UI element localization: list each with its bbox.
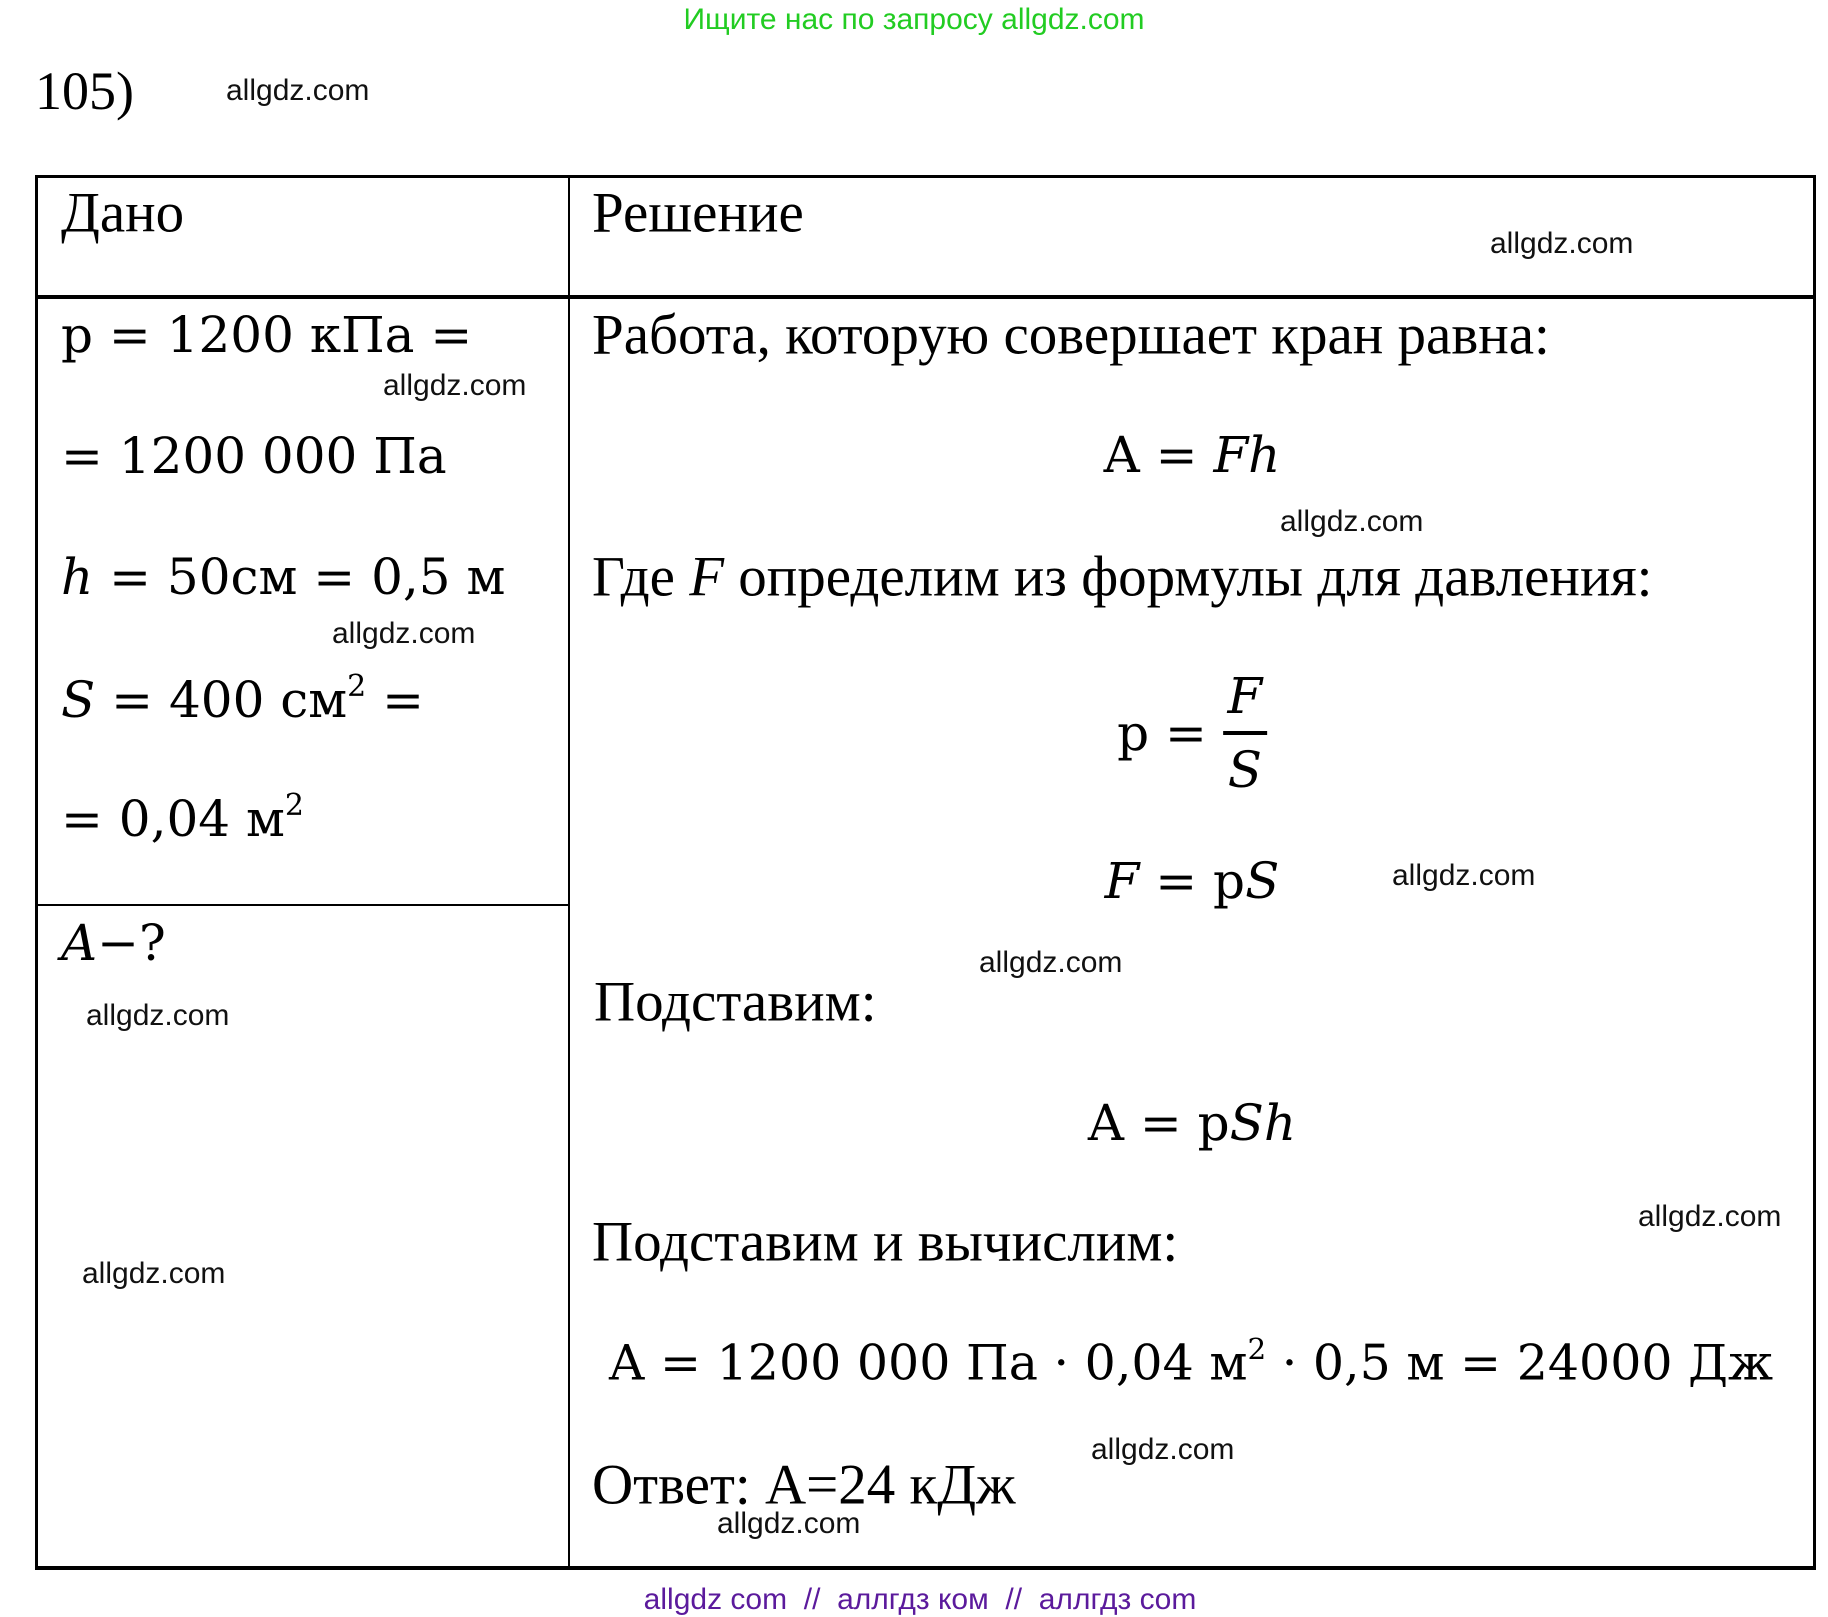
watermark: allgdz.com [1280,505,1424,538]
problem-number: 105) [35,61,134,121]
equation-calculation: A = 1200 000 Па · 0,04 $м^2 \cdot 0,5$ м = 24000 Дж [609,1331,1774,1392]
given-pressure: p = 1200 кПа = [61,306,473,364]
watermark: allgdz.com [332,617,476,650]
equation-work: A = Fh [1103,426,1281,484]
solution-substitute: Подставим: [594,970,877,1034]
watermark: allgdz.com [1638,1200,1782,1233]
watermark: allgdz.com [1490,227,1634,260]
watermark: allgdz.com [1091,1433,1235,1466]
header-divider [35,295,1816,299]
search-banner: Ищите нас по запросу allgdz.com [683,3,1145,36]
answer: Ответ: A=24 кДж [592,1453,1016,1517]
watermark: allgdz.com [979,946,1123,979]
watermark: allgdz.com [82,1257,226,1290]
watermark: allgdz.com [226,74,370,107]
table-border-bottom [35,1566,1816,1570]
watermark: allgdz.com [86,999,230,1032]
equation-pressure: p = $\frac{F}{S}$ [1117,667,1267,799]
find-work: A−? [61,914,166,972]
solution-compute: Подставим и вычислим: [592,1210,1179,1274]
watermark: allgdz.com [383,369,527,402]
table-border-top [35,175,1816,178]
given-height: h = 50см = 0,5 м [61,548,506,606]
column-divider [568,175,570,1570]
solution-where: Где F определим из формулы для давления: [592,545,1653,609]
equation-force: F = pS [1104,852,1280,910]
fraction: $\frac{F}{S}$ [1223,667,1267,799]
given-pressure-si: = 1200 000 Па [61,427,447,485]
footer-watermark: allgdz com // аллгдз ком // аллгдз com [643,1583,1197,1616]
table-border-right [1813,175,1816,1570]
solution-intro: Работа, которую совершает кран равна: [592,303,1550,367]
watermark: allgdz.com [1392,859,1536,892]
given-area-si: = 0,04 $м^2$ [61,788,304,848]
given-header: Дано [61,181,185,245]
equation-work-expanded: A = pSh [1087,1094,1297,1152]
watermark: allgdz.com [717,1507,861,1540]
solution-header: Решение [592,181,804,245]
given-find-divider [35,904,570,906]
given-area: S = 400 $см^2$ = [61,669,425,729]
table-border-left [35,175,38,1570]
